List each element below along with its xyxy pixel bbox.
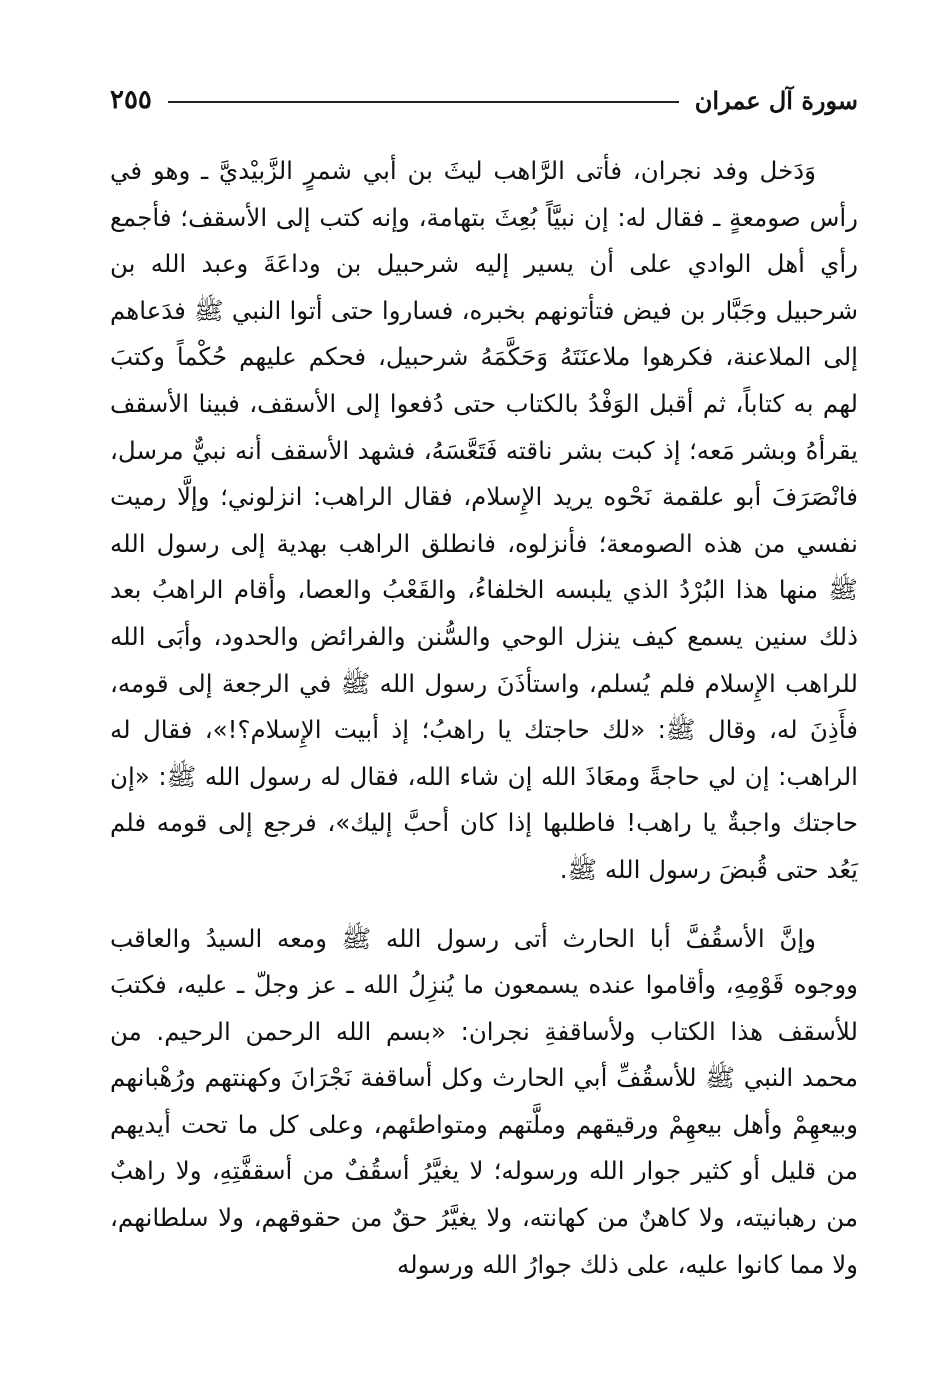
page-number: ٢٥٥ [110,85,152,115]
paragraph-2: وإنَّ الأسقُفَّ أبا الحارث أتى رسول الله ﷺ ومعه السيدُ والعاقب ووجوه قَوْمِهِ، وأقاموا عنده يسمعون ما يُنزِلُ الله ـ عز وجلّ ـ عليه، فكتبَ للأسقف هذا الكتاب ولأساقفةِ نجران: «بسم الله الرحمن الرحيم. من محمد النبي ﷺ للأسقُفِّ أبي الحارث وكل أساقفة نَجْرَانَ وكهنتهم ورُهْبانهم وبيعهِمْ وأهل بيعهِمْ ورقيقهم وملَّتهم ومتواطئهم، وعلى كل ما تحت أيديهم من قليل أو كثير جوار الله ورسوله؛ لا يغيَّرُ أسقُفٌ من أسقفَّتِهِ، ولا راهبٌ من رهبانيته، ولا كاهنٌ من كهانته، ولا يغيَّرُ حقٌ من حقوقهم، ولا سلطانهم، ولا مما كانوا عليه، على ذلك جوارُ الله ورسوله [110,923,858,1279]
running-header [110,80,858,120]
paragraph-1: وَدَخل وفد نجران، فأتى الرَّاهب ليثَ بن أبي شمرٍ الزَّبيْديَّ ـ وهو في رأس صومعةٍ ـ فقال له: إن نبيَّاً بُعِثَ بتهامة، وإنه كتب إلى الأسقف؛ فأجمع رأي أهل الوادي على أن يسير إليه شرحبيل بن وداعَةَ وعبد الله بن شرحبيل وجَبَّار بن فيض فتأتونهم بخبره، فساروا حتى أتوا النبي ﷺ فدَعاهم إلى الملاعنة، فكرهوا ملاعنَتَهُ وَحَكَّمَهُ شرحبيل، فحكم عليهم حُكْماً وكتبَ لهم به كتاباً، ثم أقبل الوَفْدُ بالكتاب حتى دُفعوا إلى الأسقف، فبينا الأسقف يقرأهُ وبشر مَعه؛ إذ كبت بشر ناقته فَتَعَّسَهُ، فشهد الأسقف أنه نبيٌّ مرسل، فانْصَرَفَ أبو علقمة نَحْوه يريد الإِسلام، فقال الراهب: انزلوني؛ وإلَّا رميت نفسي من هذه الصومعة؛ فأنزلوه، فانطلق الراهب بهدية إلى رسول الله ﷺ منها هذا البُرْدُ الذي يلبسه الخلفاءُ، والقَعْبُ والعصا، وأقام الراهبُ بعد ذلك سنين يسمع كيف ينزل الوحي والسُّنن والفرائض والحدود، وأبَى الله للراهب الإِسلام فلم يُسلم، واستأذَنَ رسول الله ﷺ في الرجعة إلى قومه، فأَذِنَ له، وقال ﷺ: «لك حاجتك يا راهبُ؛ إذ أبيت الإِسلام؟!»، فقال له الراهب: إن لي حاجةً ومعَاذَ الله إن شاء الله، فقال له رسول الله ﷺ: «إن حاجتك واجبةٌ يا راهب! فاطلبها إذا كان أحبَّ إليك»، فرجع إلى قومه فلم يَعُد حتى قُبضَ رسول الله ﷺ. [110,156,858,884]
header-rule [168,101,679,103]
body-text [110,148,858,1288]
chapter-title: سورة آل عمران [694,85,858,115]
